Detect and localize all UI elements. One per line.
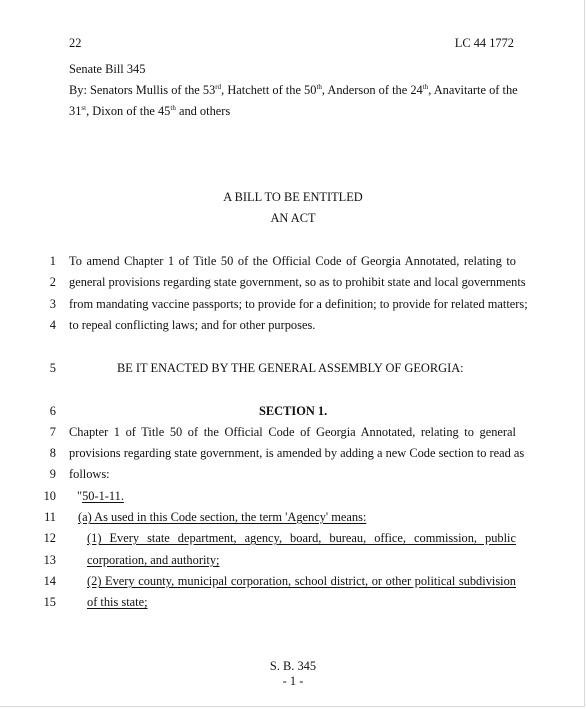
line-number: 15 xyxy=(43,595,56,609)
section-heading: SECTION 1. xyxy=(259,404,328,418)
footer-page-number: - 1 - xyxy=(282,674,304,688)
bill-title-line-1: A BILL TO BE ENTITLED xyxy=(223,190,363,204)
line-text: Chapter 1 of Title 50 of the Official Code of Georgia Annotated, relating to general xyxy=(69,425,516,439)
line-number: 10 xyxy=(43,489,56,503)
line-number: 1 xyxy=(49,254,56,268)
footer-bill-short: S. B. 345 xyxy=(269,659,317,673)
line-number: 6 xyxy=(49,404,56,418)
line-number: 8 xyxy=(49,446,56,460)
line-text: general provisions regarding state government, so as to prohibit state and local governments xyxy=(69,275,526,289)
line-text: provisions regarding state government, is amended by adding a new Code section to read as xyxy=(69,446,525,460)
line-text: follows: xyxy=(69,467,110,481)
header-lc-number: LC 44 1772 xyxy=(454,36,514,50)
line-text: (a) As used in this Code section, the term 'Agency' means: xyxy=(78,510,367,524)
line-text: (2) Every county, municipal corporation, school district, or other political subdivision xyxy=(87,574,516,588)
line-text: (1) Every state department, agency, board, bureau, office, commission, public xyxy=(87,531,516,545)
line-number: 4 xyxy=(49,318,56,332)
line-number: 12 xyxy=(43,531,56,545)
line-number: 3 xyxy=(49,297,56,311)
line-number: 14 xyxy=(43,574,56,588)
header-page-number: 22 xyxy=(69,36,82,50)
line-text: corporation, and authority; xyxy=(87,553,220,567)
enacting-clause: BE IT ENACTED BY THE GENERAL ASSEMBLY OF GEORGIA: xyxy=(117,361,464,375)
bill-name: Senate Bill 345 xyxy=(69,62,146,76)
line-number: 9 xyxy=(49,467,56,481)
line-number: 7 xyxy=(49,425,56,439)
line-text: To amend Chapter 1 of Title 50 of the Official Code of Georgia Annotated, relating to xyxy=(69,254,516,268)
bill-title-line-2: AN ACT xyxy=(270,211,316,225)
line-number: 2 xyxy=(49,275,56,289)
line-number: 5 xyxy=(49,361,56,375)
code-section-number: "50-1-11. xyxy=(77,489,124,503)
line-text: to repeal conflicting laws; and for other purposes. xyxy=(69,318,316,332)
sponsors-line-1: By: Senators Mullis of the 53rd, Hatchett of the 50th, Anderson of the 24th, Anavitarte of the xyxy=(69,83,518,97)
sponsors-line-2: 31st, Dixon of the 45th and others xyxy=(69,104,231,118)
line-text: of this state; xyxy=(87,595,148,609)
line-text: from mandating vaccine passports; to provide for a definition; to provide for related matters; xyxy=(69,297,528,311)
line-number: 11 xyxy=(44,510,56,524)
line-number: 13 xyxy=(43,553,56,567)
